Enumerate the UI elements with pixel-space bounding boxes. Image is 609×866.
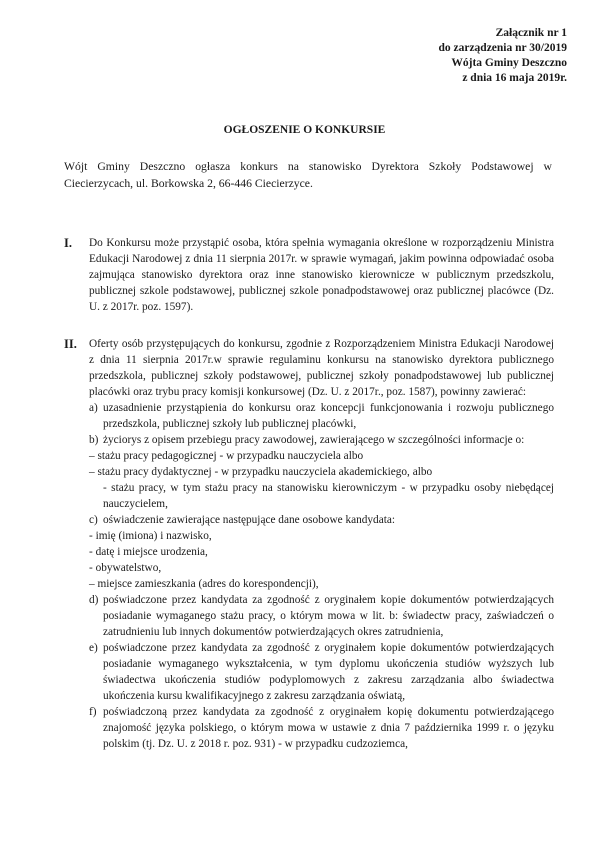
list-item-a-text: uzasadnienie przystąpienia do konkursu oraz koncepcji funkcjonowania i rozwoju publicznego przedszkola, publicznej szkoły lub publicznej placówki, (103, 402, 554, 430)
section-2 (64, 336, 554, 752)
dash-item: - obywatelstwo, (89, 562, 162, 574)
list-item-a (89, 400, 554, 432)
list-item-e-text: poświadczone przez kandydata za zgodność z oryginałem kopie dokumentów potwierdzających posiadanie wymaganego wykształcenia, w tym dyplomu ukończenia studiów wyższych lub świadectwa ukończenia studiów podyplomowych z zakresu zarządzania albo świadectwa ukończenia kursu kwalifikacyjnego z zakresu zarządzania oświatą, (103, 642, 554, 702)
section-1-text: Do Konkursu może przystąpić osoba, która spełnia wymagania określone w rozporządzeniu Ministra Edukacji Narodowej z dnia 11 sierpnia 2017r. w sprawie wymagań, jakim powinna odpowiadać osoba zajmująca stanowisko dyrektora oraz inne stanowisko kierownicze w publicznym przedszkolu, publicznej szkole podstawowej, publicznej szkole ponadpodstawowej oraz publicznej placówce (Dz. U. z 2017r. poz. 1597). (89, 237, 554, 313)
list-item-d-text: poświadczone przez kandydata za zgodność z oryginałem kopie dokumentów potwierdzających posiadanie wymaganego stażu pracy, o którym mowa w lit. b: świadectw pracy, zaświadczeń o zatrudnieniu lub innych dokumentów potwierdzających okres zatrudnienia, (103, 594, 554, 638)
annex-order-ref: do zarządzenia nr 30/2019 (438, 42, 567, 54)
list-item-d-label: d) (89, 594, 99, 606)
section-1 (64, 235, 554, 315)
annex-date: z dnia 16 maja 2019r. (462, 72, 567, 84)
list-item-c-text: oświadczenie zawierające następujące dane osobowe kandydata: (103, 514, 396, 526)
list-item-d (89, 592, 554, 640)
list-item-b-text: życiorys z opisem przebiegu pracy zawodowej, zawierającego w szczególności informacje o: (103, 434, 525, 446)
section-2-number: II. (64, 337, 77, 351)
list-item-f-text: poświadczoną przez kandydata za zgodność z oryginałem kopię dokumentu potwierdzającego znajomość języka polskiego, o którym mowa w ustawie z dnia 7 października 1999 r. o języku polskim (tj. Dz. U. z 2018 r. poz. 931) - w przypadku cudzoziemca, (103, 706, 554, 750)
list-item-c-label: c) (89, 514, 98, 526)
list-item-b-label: b) (89, 434, 99, 446)
dash-item: - imię (imiona) i nazwisko, (89, 530, 212, 542)
list-item-f-label: f) (89, 706, 97, 718)
annex-header (438, 26, 567, 86)
dash-item: - stażu pracy, w tym stażu pracy na stanowisku kierowniczym - w przypadku osoby niebędącej nauczycielem, (103, 482, 554, 510)
annex-issuer: Wójta Gminy Deszczno (451, 57, 567, 69)
dash-item: – miejsce zamieszkania (adres do korespondencji), (89, 578, 319, 590)
annex-number: Załącznik nr 1 (495, 27, 567, 39)
list-item-a-label: a) (89, 402, 98, 414)
list-item-c (89, 512, 554, 528)
document-title: OGŁOSZENIE O KONKURSIE (223, 124, 386, 136)
intro-paragraph: Wójt Gminy Deszczno ogłasza konkurs na stanowisko Dyrektora Szkoły Podstawowej w Ciecierzycach, ul. Borkowska 2, 66-446 Ciecierzyce. (64, 160, 552, 190)
list-item-b (89, 432, 554, 448)
dash-item: - datę i miejsce urodzenia, (89, 546, 208, 558)
list-item-e-label: e) (89, 642, 98, 654)
list-item-f (89, 704, 554, 752)
section-2-text: Oferty osób przystępujących do konkursu, zgodnie z Rozporządzeniem Ministra Edukacji Narodowej z dnia 11 sierpnia 2017r.w sprawie regulaminu konkursu na stanowisko dyrektora publicznego przedszkola, publicznej szkoły podstawowej, publicznej szkoły ponadpodstawowej lub publicznej placówki oraz trybu pracy komisji konkursowej (Dz. U. z 2017r., poz. 1587), powinny zawierać: (89, 338, 554, 398)
section-1-number: I. (64, 236, 72, 250)
section-2-body (89, 336, 554, 752)
dash-item: – stażu pracy pedagogicznej - w przypadku nauczyciela albo (89, 450, 364, 462)
dash-item: – stażu pracy dydaktycznej - w przypadku nauczyciela akademickiego, albo (89, 466, 433, 478)
list-item-e (89, 640, 554, 704)
